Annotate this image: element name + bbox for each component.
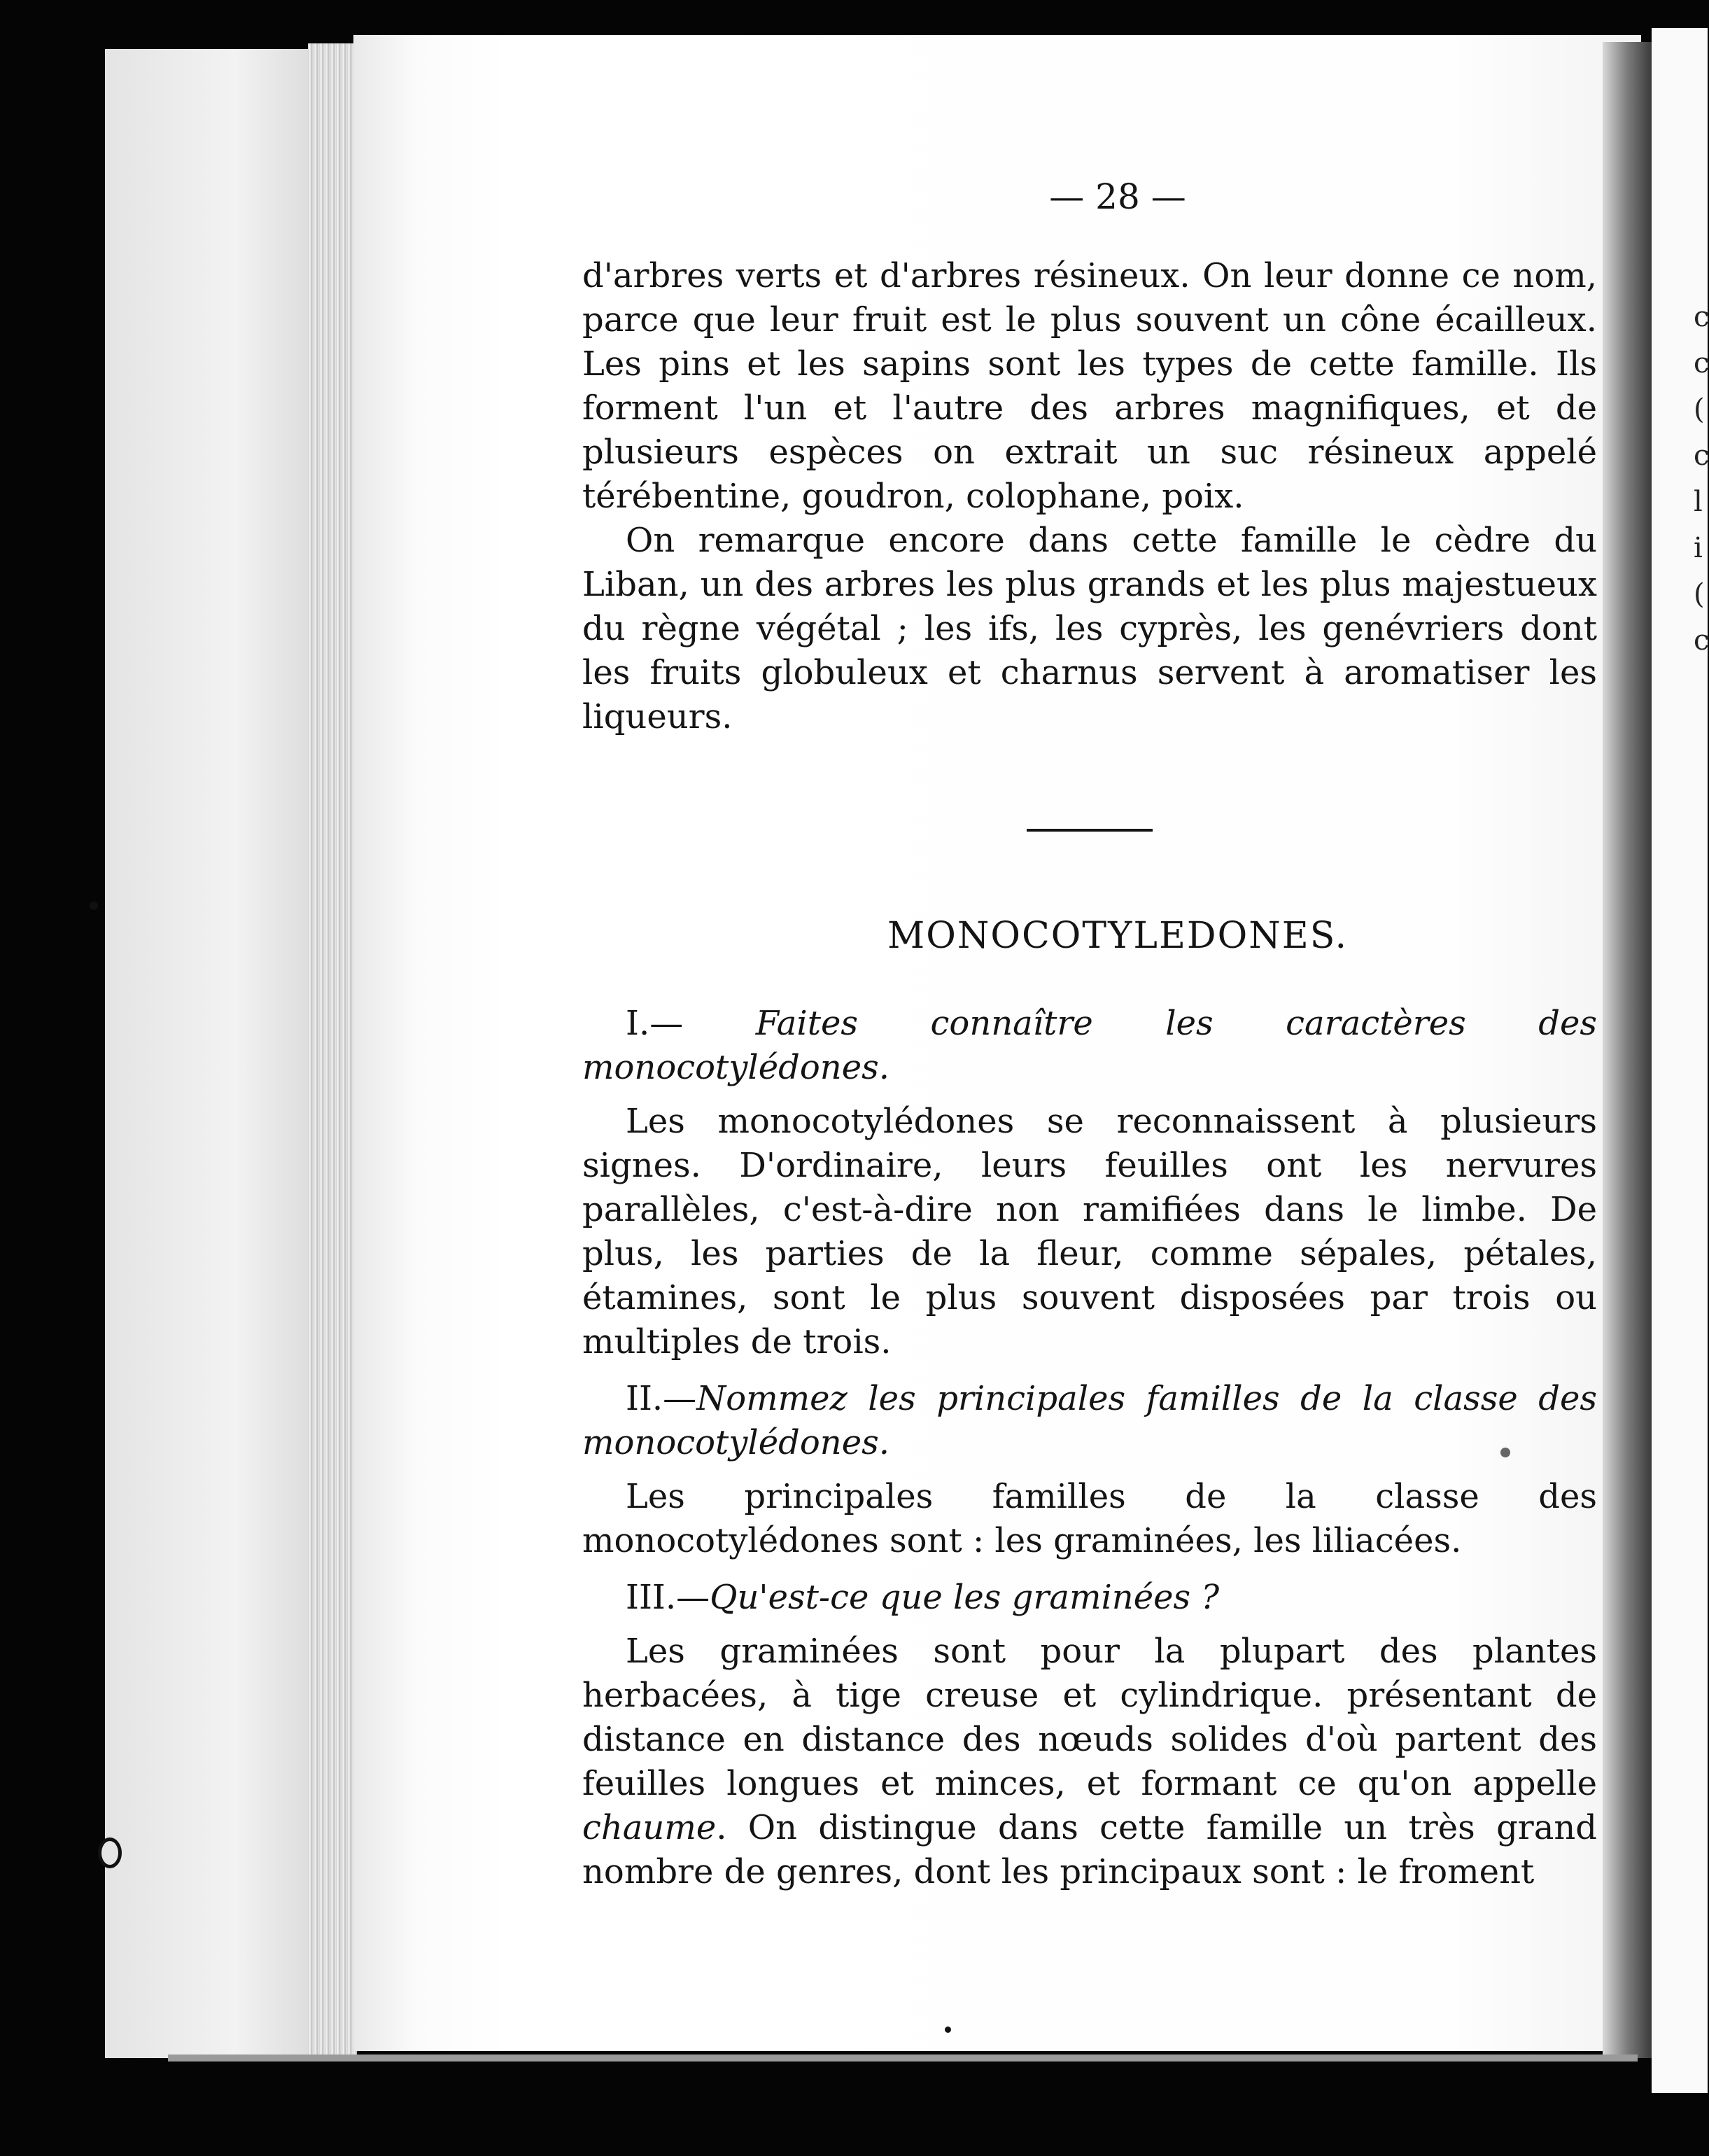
section-divider bbox=[1027, 829, 1153, 832]
scan-bottom-edge bbox=[168, 2054, 1638, 2062]
question-number: II.— bbox=[626, 1379, 697, 1418]
qa-item bbox=[582, 1002, 1597, 1364]
answer-text: . On distingue dans cette famille un très grand nombre de genres, dont les principaux sont : le froment bbox=[582, 1808, 1597, 1891]
question-text: Qu'est-ce que les graminées ? bbox=[710, 1578, 1220, 1617]
binding-shadow bbox=[1603, 42, 1652, 2058]
question-number: I.— bbox=[626, 1004, 756, 1043]
next-page-edge bbox=[1652, 28, 1708, 2093]
qa-item bbox=[582, 1377, 1597, 1563]
ink-dot bbox=[945, 2026, 951, 2033]
question-text: Nommez les principales familles de la classe des monocotylédones. bbox=[582, 1379, 1597, 1462]
left-page-fold bbox=[105, 49, 322, 2058]
qa-item bbox=[582, 1576, 1597, 1894]
answer: Les monocotylédones se reconnaissent à plusieurs signes. D'ordinaire, leurs feuilles ont les nervures parallèles, c'est-à-dire non ramifiées dans le limbe. De plus, les parties de la fleur, comme sépales, pétales, étamines, sont le plus souvent disposées par trois ou multiples de trois. bbox=[582, 1102, 1597, 1362]
answer-term-italic: chaume bbox=[582, 1808, 717, 1847]
answer-text: Les graminées sont pour la plupart des plantes herbacées, à tige creuse et cylindrique. présentant de distance en distance des nœuds solides d'où partent des feuilles longues et minces, et formant ce qu'on appelle bbox=[582, 1632, 1597, 1803]
question bbox=[582, 1576, 1597, 1620]
next-page-text-fragments: c c ( c l i ( c bbox=[1694, 301, 1709, 657]
page-number: — 28 — bbox=[1049, 176, 1186, 217]
answer bbox=[582, 1630, 1597, 1894]
question bbox=[582, 1377, 1597, 1465]
question-number: III.— bbox=[626, 1578, 710, 1617]
section-title: MONOCOTYLEDONES. bbox=[887, 915, 1348, 957]
question bbox=[582, 1002, 1597, 1090]
question-text: Faites connaître les caractères des monocotylédones. bbox=[582, 1004, 1598, 1087]
page-edge-stack bbox=[308, 43, 357, 2059]
intro-paragraph-1: d'arbres verts et d'arbres résineux. On leur donne ce nom, parce que leur fruit est le plus souvent un cône écailleux. Les pins et les sapins sont les types de cette famille. Ils forment l'un et l'autre des arbres magnifiques, et de plusieurs espèces on extrait un suc résineux appelé térébentine, goudron, colophane, poix. bbox=[582, 256, 1597, 516]
intro-paragraph-2: On remarque encore dans cette famille le cèdre du Liban, un des arbres les plus grands et les plus majestueux du règne végétal ; les ifs, les cyprès, les genévriers dont les fruits globuleux et charnus servent à aromatiser les liqueurs. bbox=[582, 521, 1597, 736]
hole-speck bbox=[98, 1837, 122, 1868]
page-text bbox=[582, 175, 1597, 1907]
answer: Les principales familles de la classe des monocotylédones sont : les graminées, les liliacées. bbox=[582, 1477, 1597, 1560]
dust-speck bbox=[90, 902, 98, 910]
